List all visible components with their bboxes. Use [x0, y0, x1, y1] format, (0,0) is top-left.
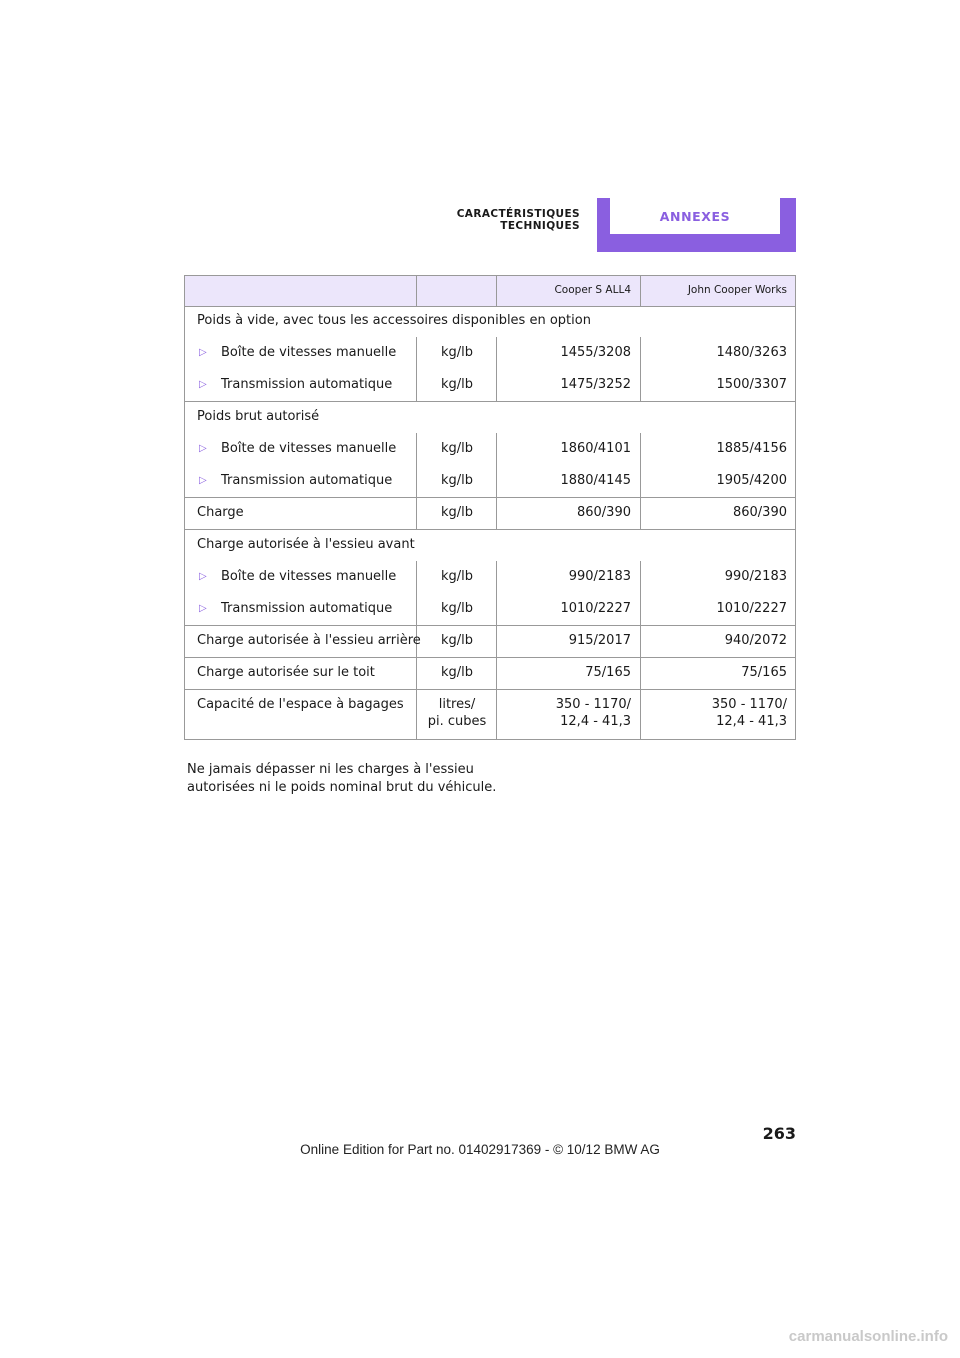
chapter-tab: [597, 198, 796, 252]
row-value-john-cooper-works: 990/2183: [724, 569, 787, 584]
row-label: Transmission automatique: [221, 601, 393, 616]
group-heading-front-axle-load: Charge autorisée à l'essieu avant: [197, 537, 415, 552]
row-value-john-cooper-works-line2: 12,4 - 41,3: [716, 714, 787, 729]
bullet-arrow-icon: ▷: [199, 443, 207, 454]
row-unit: kg/lb: [440, 665, 474, 680]
row-unit: kg/lb: [440, 441, 474, 456]
row-value-john-cooper-works: 1905/4200: [716, 473, 787, 488]
row-label: Transmission automatique: [221, 377, 393, 392]
row-unit: kg/lb: [440, 569, 474, 584]
section-title: CARACTÉRISTIQUES TECHNIQUES: [456, 208, 580, 232]
row-unit: kg/lb: [440, 633, 474, 648]
bullet-arrow-icon: ▷: [199, 379, 207, 390]
row-label: Boîte de vitesses manuelle: [221, 345, 397, 360]
note-line: autorisées ni le poids nominal brut du véhicule.: [187, 780, 497, 795]
row-separator: [185, 497, 795, 498]
row-unit: kg/lb: [440, 377, 474, 392]
row-value-john-cooper-works: 350 - 1170/: [711, 697, 787, 712]
note-line: Ne jamais dépasser ni les charges à l'essieu: [187, 762, 474, 777]
group-heading-empty-weight: Poids à vide, avec tous les accessoires disponibles en option: [197, 313, 591, 328]
row-separator: [185, 657, 795, 658]
row-value-john-cooper-works: 1885/4156: [716, 441, 787, 456]
row-value-cooper-s-all4: 75/165: [585, 665, 631, 680]
row-value-cooper-s-all4: 860/390: [576, 505, 631, 520]
row-label: Transmission automatique: [221, 473, 393, 488]
column-divider: [640, 276, 641, 306]
bullet-arrow-icon: ▷: [199, 571, 207, 582]
row-label: Charge autorisée sur le toit: [197, 665, 375, 680]
row-value-cooper-s-all4: 1475/3252: [560, 377, 631, 392]
row-unit: litres/: [438, 697, 476, 712]
row-value-john-cooper-works: 860/390: [732, 505, 787, 520]
row-separator: [185, 689, 795, 690]
footer-edition: Online Edition for Part no. 01402917369 - © 10/12 BMW AG: [300, 1142, 660, 1157]
column-header-cooper-s-all4: Cooper S ALL4: [554, 284, 631, 296]
note-paragraph: [187, 761, 517, 797]
watermark: carmanualsonline.info: [788, 1328, 948, 1345]
row-unit: kg/lb: [440, 473, 474, 488]
row-value-john-cooper-works: 1480/3263: [716, 345, 787, 360]
row-unit: kg/lb: [440, 345, 474, 360]
bullet-arrow-icon: ▷: [199, 603, 207, 614]
row-value-cooper-s-all4: 1860/4101: [560, 441, 631, 456]
row-value-john-cooper-works: 1500/3307: [716, 377, 787, 392]
bullet-arrow-icon: ▷: [199, 475, 207, 486]
row-value-cooper-s-all4: 990/2183: [568, 569, 631, 584]
chapter-tab-label: ANNEXES: [610, 198, 780, 234]
bullet-arrow-icon: ▷: [199, 347, 207, 358]
row-label: Boîte de vitesses manuelle: [221, 441, 397, 456]
column-divider: [416, 276, 417, 306]
row-value-cooper-s-all4: 915/2017: [568, 633, 631, 648]
row-value-cooper-s-all4: 1880/4145: [560, 473, 631, 488]
specs-table: [184, 275, 796, 740]
row-value-cooper-s-all4: 1455/3208: [560, 345, 631, 360]
row-value-john-cooper-works: 1010/2227: [716, 601, 787, 616]
row-value-cooper-s-all4: 350 - 1170/: [555, 697, 631, 712]
row-separator: [185, 401, 795, 402]
row-value-cooper-s-all4: 1010/2227: [560, 601, 631, 616]
row-label: Charge: [197, 505, 244, 520]
column-header-john-cooper-works: John Cooper Works: [687, 284, 787, 296]
row-unit: kg/lb: [440, 601, 474, 616]
row-unit-line2: pi. cubes: [427, 714, 487, 729]
page-number: 263: [762, 1124, 796, 1143]
row-label: Boîte de vitesses manuelle: [221, 569, 397, 584]
row-label: Capacité de l'espace à bagages: [197, 697, 404, 712]
column-divider: [496, 276, 497, 306]
row-separator: [185, 529, 795, 530]
row-separator: [185, 625, 795, 626]
row-value-john-cooper-works: 75/165: [741, 665, 787, 680]
table-header: [185, 276, 795, 307]
row-unit: kg/lb: [440, 505, 474, 520]
row-label: Charge autorisée à l'essieu arrière: [197, 633, 421, 648]
group-heading-gross-weight: Poids brut autorisé: [197, 409, 320, 424]
row-value-cooper-s-all4-line2: 12,4 - 41,3: [560, 714, 631, 729]
row-value-john-cooper-works: 940/2072: [724, 633, 787, 648]
